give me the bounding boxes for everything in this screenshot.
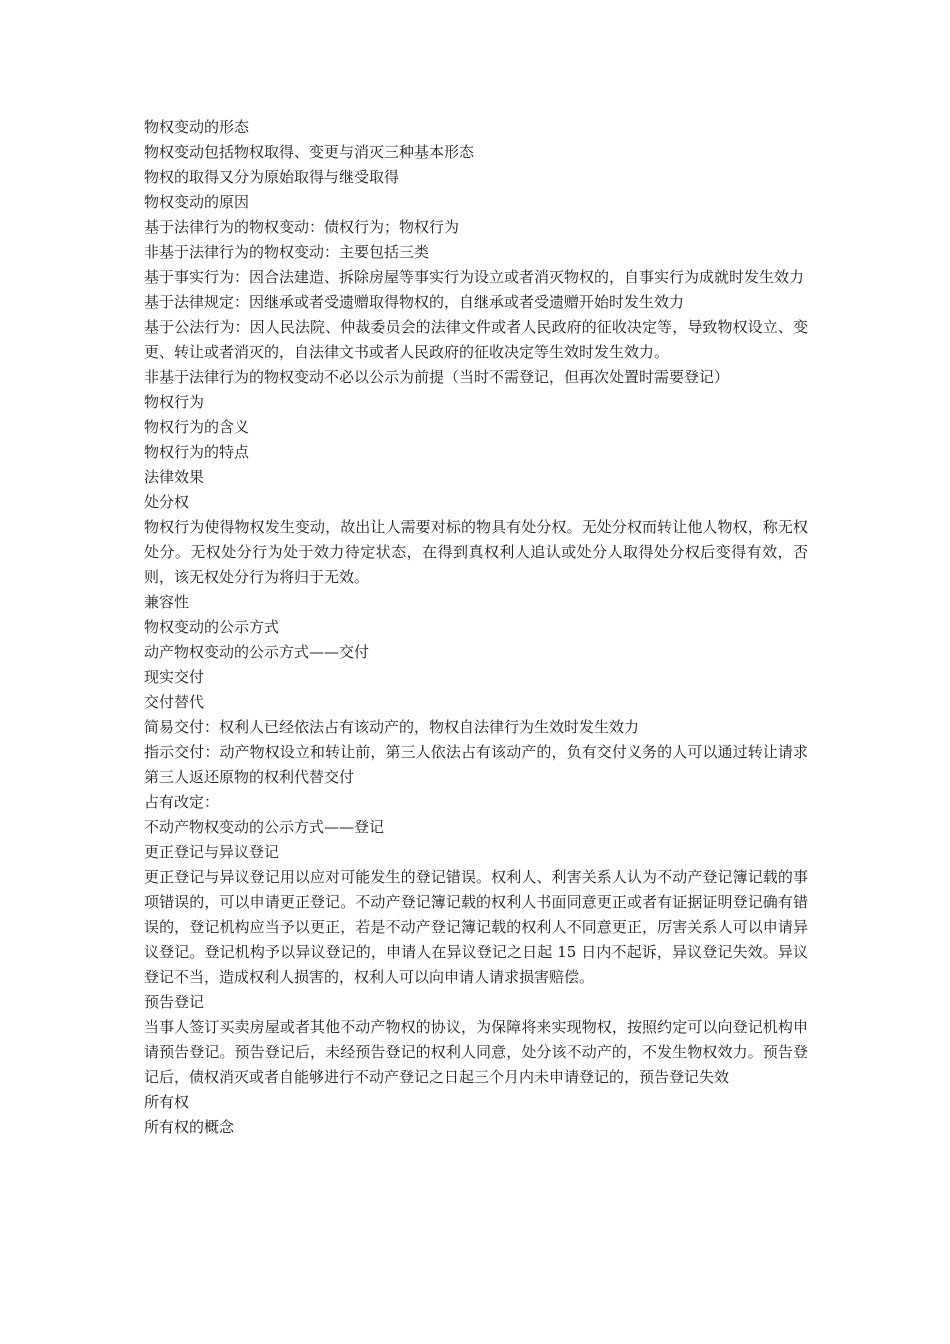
- heading: 处分权: [144, 493, 190, 511]
- heading: 交付替代: [144, 693, 205, 711]
- heading: 法律效果: [144, 468, 205, 486]
- paragraph: 基于公法行为：因人民法院、仲裁委员会的法律文件或者人民政府的征收决定等，导致物权设立、变更、转让或者消灭的，自法律文书或者人民政府的征收决定等生效时发生效力。: [144, 318, 808, 361]
- paragraph: 物权行为使得物权发生变动，故出让人需要对标的物具有处分权。无处分权而转让他人物权，称无权处分。无权处分行为处于效力待定状态，在得到真权利人追认或处分人取得处分权后变得有效，否则，该无权处分行为将归于无效。: [144, 518, 808, 586]
- heading-forms: 物权变动的形态: [144, 118, 250, 136]
- heading-real-right-act: 物权行为: [144, 393, 205, 411]
- paragraph: 基于法律行为的物权变动：债权行为；物权行为: [144, 218, 460, 236]
- heading: 所有权的概念: [144, 1118, 235, 1136]
- heading: 预告登记: [144, 993, 205, 1011]
- paragraph: 指示交付：动产物权设立和转让前，第三人依法占有该动产的，负有交付义务的人可以通过转让请求第三人返还原物的权利代替交付: [144, 743, 808, 786]
- paragraph: 基于法律规定：因继承或者受遗赠取得物权的，自继承或者受遗赠开始时发生效力: [144, 293, 685, 311]
- paragraph: 物权的取得又分为原始取得与继受取得: [144, 168, 400, 186]
- heading: 物权行为的特点: [144, 443, 250, 461]
- paragraph: 简易交付：权利人已经依法占有该动产的，物权自法律行为生效时发生效力: [144, 718, 640, 736]
- paragraph: 非基于法律行为的物权变动：主要包括三类: [144, 243, 430, 261]
- paragraph: 基于事实行为：因合法建造、拆除房屋等事实行为设立或者消灭物权的，自事实行为成就时发生效力: [144, 268, 805, 286]
- paragraph: 更正登记与异议登记用以应对可能发生的登记错误。权利人、利害关系人认为不动产登记簿记载的事项错误的，可以申请更正登记。不动产登记簿记载的权利人书面同意更正或者有证据证明登记确有错误的，登记机构应当予以更正，若是不动产登记簿记载的权利人不同意更正，厉害关系人可以申请异议登记。登记机构予以异议登记的，申请人在异议登记之日起 15 日内不起诉，异议登记失效。异议登记不当，造成权利人损害的，权利人可以向申请人请求损害赔偿。: [144, 868, 808, 986]
- document-body: [144, 115, 808, 1140]
- heading-ownership: 所有权: [144, 1093, 190, 1111]
- paragraph: 物权变动包括物权取得、变更与消灭三种基本形态: [144, 143, 475, 161]
- paragraph: 非基于法律行为的物权变动不必以公示为前提（当时不需登记，但再次处置时需要登记）: [144, 368, 730, 386]
- heading: 动产物权变动的公示方式——交付: [144, 643, 370, 661]
- heading: 更正登记与异议登记: [144, 843, 280, 861]
- heading: 兼容性: [144, 593, 190, 611]
- heading-causes: 物权变动的原因: [144, 193, 250, 211]
- heading-publicity: 物权变动的公示方式: [144, 618, 280, 636]
- paragraph: 占有改定：: [144, 793, 220, 811]
- heading: 物权行为的含义: [144, 418, 250, 436]
- heading: 现实交付: [144, 668, 205, 686]
- paragraph: 当事人签订买卖房屋或者其他不动产物权的协议，为保障将来实现物权，按照约定可以向登记机构申请预告登记。预告登记后，未经预告登记的权利人同意，处分该不动产的，不发生物权效力。预告登记后，债权消灭或者自能够进行不动产登记之日起三个月内未申请登记的，预告登记失效: [144, 1018, 808, 1086]
- heading: 不动产物权变动的公示方式——登记: [144, 818, 385, 836]
